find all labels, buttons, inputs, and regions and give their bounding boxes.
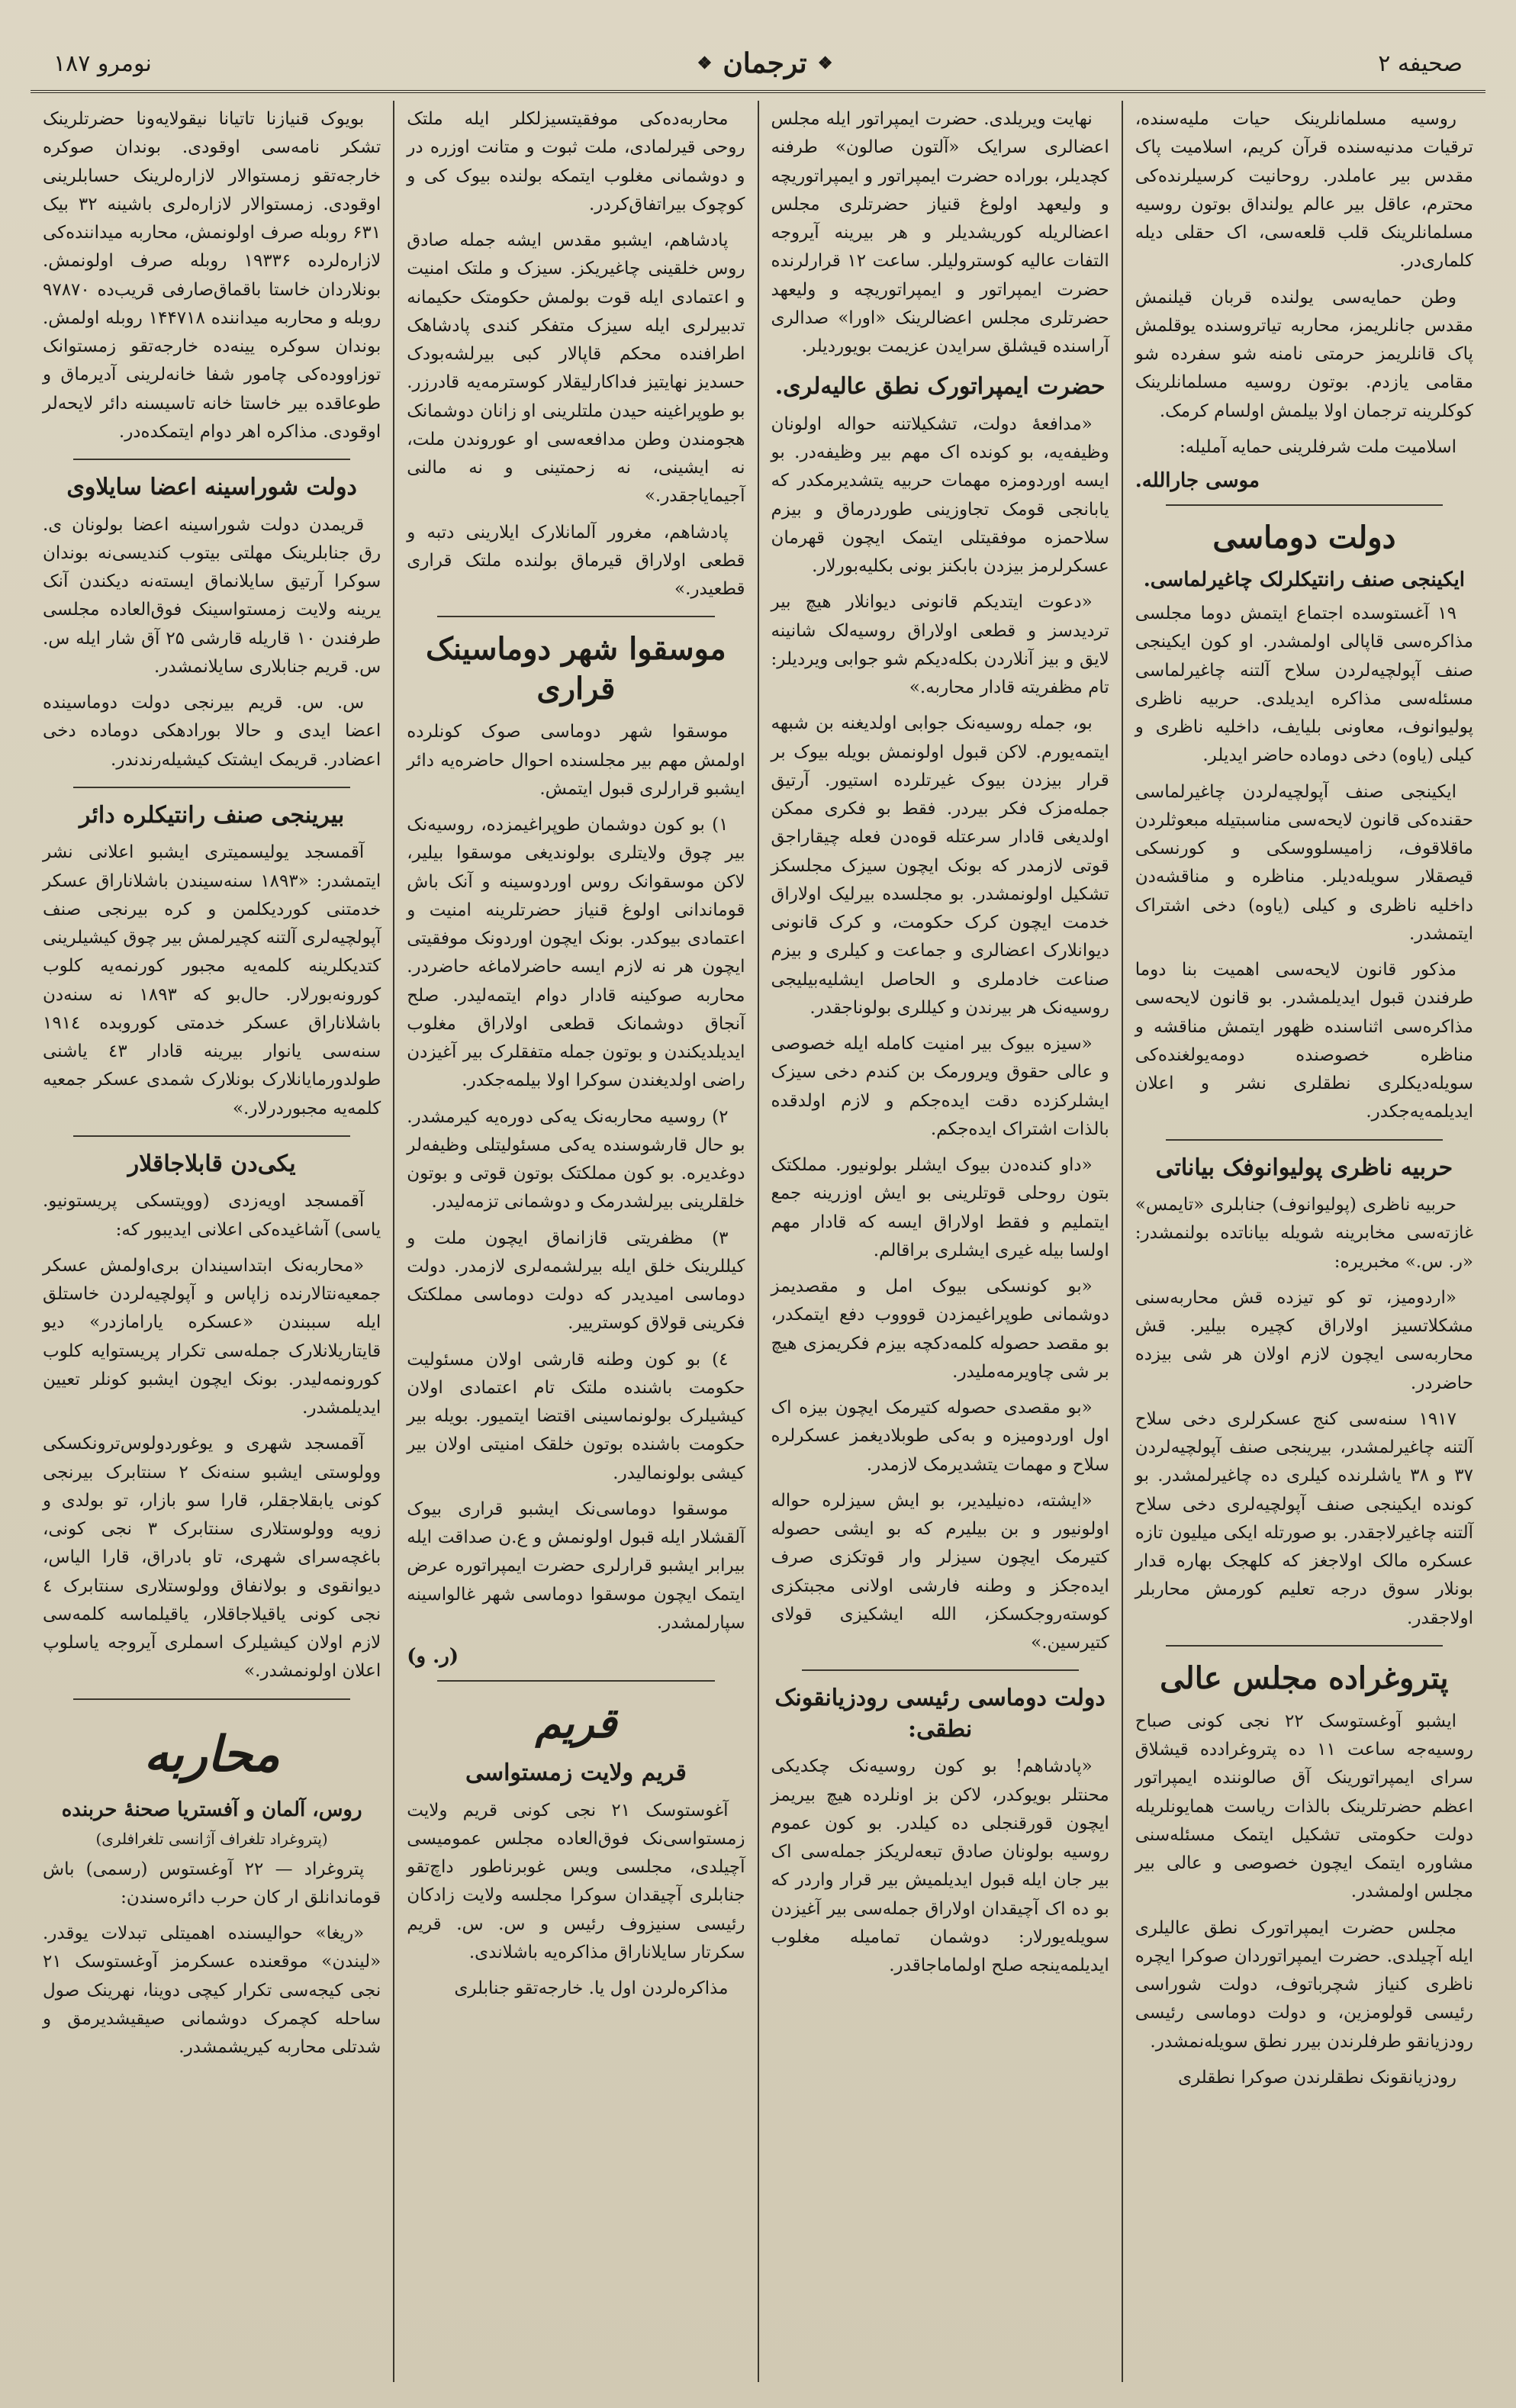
article-text: بو، جمله روسیه‌نک جوابی اولدیغنه بن شبهه ایتمه‌یورم. لاکن قبول اولونمش بویله بیوک بر قرار بیزدن بیوک غیرتلرده استیور. آرتیق جمله‌مزک فکر بیردر. فقط بو فکری ممکن اولدیغی قادار سرعتله قوه‌دن فعله چیقاراجق قوتی لازمدر که بونک ایچون سیزک مجلسکز تشکیل اولونمشدر. بو مجلسده بیرلیک اولاراق خدمت ایچون کرک حکومت، و کرک قانونی دیوانلارک اعضالری و جماعت و کیلری و بیزم صناعت خادملری و الحاصل ایشلیه‌بیلیجی روسیه‌نک هر بیرندن و کیللری بولوناجقدر. xyxy=(771,713,1109,1018)
divider xyxy=(1166,504,1443,506)
article-text: وطن حمایه‌سی یولنده قربان قیلنمش مقدس جانلریمز، محاربه تیاتروسنده یوقلمش پاک قانلریمز حرمتی نامنه شو سفرده شو مقامی یازدم. بوتون روسیه مسلمانلرینک کوکلرینه ترجمان اولا بیلمش اولسام کرمک. xyxy=(1135,287,1473,421)
article-text: ۱) بو کون دوشمان طوپراغیمزده، روسیه‌نک بیر چوق ولایتلری بولوندیغی موسقوا بیلیر، لاکن موسقوانک روس اوردوسینه و آنک باش قوماندانی اولوغ قنیاز حضرتلرینه امنیت و اعتمادی بیوکدر. بونک ایچون اوردونک موفقیتی ایچون هر نه لازم ایسه حاضرلاماغه حاضردر. محاربه صوکینه قادار دوام ایتمه‌لیدر. صلح آنجاق دوشمانک قطعی اولاراق مغلوب ایدیلدیکندن و بوتون جمله متفقلرک بیر آغیزدن راضی اولدیغندن سوکرا اولا بیلمه‌جکدر. xyxy=(407,815,745,1091)
section-heading: قریم ولایت زمستواسی xyxy=(465,1759,687,1786)
divider xyxy=(73,787,350,788)
article-text: ۳) مظفریتی قازانماق ایچون ملت و کیللرینک خلق ایله بیرلشمه‌لری لازمدر. دولت دوماسی امیدیدر که دولت دوماسی مملکتک فکرینی قولاق کوسترییر. xyxy=(407,1228,745,1334)
masthead xyxy=(31,37,1485,93)
issue-number: نومرو ۱۸۷ xyxy=(53,50,152,77)
article-text: بویوک قنیازنا تاتیانا نیقولایه‌ونا حضرتلرینک تشکر نامه‌سی اوقودی. بوندان صوکره خارجه‌تقو زمستوالار لازاره‌لرینک حسابلرینی اوقودی. زمستوالار لازاره‌لری باشینه ۳۲ بیک ۶۳۱ روبله صرف اولونمش، محاربه میداننده‌کی لازاره‌لرده ۱۹۳۳۶ روبله صرف اولونمش. بونلاردان خاستا باقماق‌صارفی قریب‌ده ۹۷۸۷۰ روبله و محاربه میداننده ۱۴۴۷۱۸ روبله اولمش. بوندان سوکره یینه‌ده خارجه‌تقو زمستوانک توزاووده‌کی چامور شفا خانه‌لرینی آدیرماق و طوعاقده بیر خاستا خانه تاسیسنه دائر لایحه‌لر اوقودی. مذاکره اهر دوام ایتمکده‌در. xyxy=(43,109,381,442)
columns xyxy=(31,101,1485,2382)
section-subheading: روس، آلمان و آفستریا صحنهٔ حربنده xyxy=(61,1798,362,1821)
article-text: آقمسجد شهری و یوغوردولوس‌ترونکسکی وولوستی ایشبو سنه‌نک ۲ سنتابرک بیرنجی کونی یابقلاجقلر، قارا سو بازار، تو بولدی و زویه وولوستلاری سنتابرک ۳ نجی کونی، باغچه‌سرای شهری، تاو بادراق، قارا الیاس، دیوانقوی و بولانفاق وولوستلاری سنتابرک ٤ نجی کونی یاقیلاجاقلار، یاقیلماسه کلمه‌سی لازم اولان کیشیلرک اسملری آیروجه یاسلوپ اعلان اولونمشدر.» xyxy=(43,1434,381,1682)
divider xyxy=(437,1680,714,1682)
section-heading: حربیه ناظری پولیوانوفک بیاناتی xyxy=(1155,1154,1453,1181)
source-signature: (ر. و) xyxy=(407,1645,459,1668)
section-heading: دولت شوراسینه اعضا سایلاوی xyxy=(66,474,357,501)
article-text: موسقوا دوماسی‌نک ایشبو قراری بیوک آلقشلار ایله قبول اولونمش و ع.ن صداقت ایله بیرابر ایشبو قرارلری حضرت ایمپراتوره عرض ایتمک ایچون موسقوا دوماسی شهر غالواسینه سپارلمشدر. xyxy=(407,1499,745,1633)
article-text: روسیه مسلمانلرینک حیات ملیه‌سنده، ترقیات مدنیه‌سنده قرآن کریم، اسلامیت پاک مقدس بیر عاملدر. روحانیت کرسیلرنده‌کی محترم، عاقل بیر عالم یولنداق بوتون روسیه مسلمانلرینک قلب قلعه‌سی، اک حقلی دیله کلماری‌در. xyxy=(1135,109,1473,272)
divider xyxy=(73,1135,350,1137)
divider xyxy=(802,1669,1079,1671)
article-text: نهایت ویریلدی. حضرت ایمپراتور ایله مجلس اعضالری سرایک «آلتون صالون» طرفنه کچدیلر، بوراده حضرت ایمپراتور و ایمپراتوریچه و ولیعهد اولوغ قنیاز حضرتلری مجلس اعضالریله کوریشدیلر و هر بیرینه آیروجه التفات عالیه کوسترولیلر. ساعت ۱۲ قرارلرنده حضرت ایمپراتور و ایمپراتوریچه و ولیعهد حضرتلری مجلس اعضالرینک «اورا» صدالری آراسنده قیشلق سرایدن عزیمت بویوردیلر. xyxy=(771,109,1109,356)
article-text: پادشاهم، مغرور آلمانلارک ایلارینی دتبه و قطعی اولاراق قیرماق بولنده ملتک قراری قطعیدر.» xyxy=(407,522,745,599)
section-title: قریم xyxy=(535,1698,617,1747)
article-text: «داو کنده‌دن بیوک ایشلر بولونیور. مملکتک بتون روحلی قوتلرینی بو ایش اوزرینه جمع ایتملیم و فقط اولاراق ایسه که قادار مهم اولسا بیله غیری ایشلری براقالم. xyxy=(771,1155,1109,1260)
article-text: «پادشاهم! بو کون روسیه‌نک چکدیکی محنتلر بویوکدر، لاکن بز اونلرده هیچ بیریمز ایچون قورقنجلی ده کیلدر. بو کون عموم روسیه بولونان صادق تبعه‌لریکز جمله‌سی اک بیر جان ایله قبول ایدیلمیش بیر قرار واردر که بو ده اک آچیقدان اولاراق جمله‌سی بیر آغیزدن سویله‌یورلار: دوشمان تمامیله مغلوب ایدیلمه‌ینجه صلح اولماماجاقدر. xyxy=(771,1756,1109,1975)
ornament-icon: ❖ xyxy=(817,53,833,73)
section-heading: موسقوا شهر دوماسینک قراری xyxy=(426,631,726,707)
article-text: «بو کونسکی بیوک امل و مقصدیمز دوشمانی طوپراغیمزدن قوووب دفع ایتمکدر، بو مقصد حصوله کلمه‌دکچه بیزم فکریمزی هیچ بر شی چاویرمه‌ملیدر. xyxy=(771,1276,1109,1382)
section-heading: حضرت ایمپراتورک نطق عالیه‌لری. xyxy=(774,373,1106,401)
section-heading: یکی‌دن قابلاجاقلار xyxy=(127,1150,296,1177)
section-heading: دولت دوماسی رئیسی رودزیانقونک نطقی: xyxy=(774,1685,1106,1743)
newspaper-title: ترجمان xyxy=(723,47,807,79)
article-text: مذاکره‌لردن اول یا. خارجه‌تقو جنابلری xyxy=(454,1978,729,1998)
column-3 xyxy=(393,101,757,2382)
page-number: صحیفه ۲ xyxy=(1378,50,1463,77)
article-text: محاربه‌ده‌کی موفقیتسیزلکلر ایله ملتک روحی قیرلمادی، ملت ثبوت و متانت اوزره در و دوشمانی مغلوب ایتمکه بولنده بیوک کی و کوچوک بیراتفاق‌کردر. xyxy=(407,109,745,214)
section-heading: بیرینجی صنف رانتیکلره دائر xyxy=(79,801,345,829)
article-text: «دعوت ایتدیکم قانونی دیوانلار هیچ بیر تردیدسز و قطعی اولاراق روسیه‌لک شانینه لایق و بیز آنلاردن بکله‌دیکم شو جوابی ویردیلر: تام مظفریته قادار محاربه.» xyxy=(771,592,1109,697)
source-note: (پتروغراد تلغراف آژانسی تلغرافلری) xyxy=(95,1829,328,1848)
article-text: قریمدن دولت شوراسینه اعضا بولونان ی. رق جنابلرینک مهلتی بیتوب کندیسی‌نه بوندان سوکرا آرتیق سایلانماق ایسته‌نه دیکندن آنک یرینه ولایت زمستواسینک فوق‌العاده مجلسی طرفندن ۱۰ قاریله قارشی ۲۵ آق شار ایله س. س. قریم جنابلاری سایلانمشدر. xyxy=(43,514,381,677)
article-text: ۲) روسیه محاربه‌نک یه‌کی دوره‌یه کیرمشدر. بو حال قارشوسنده یه‌کی مسئولیتلی وظیفه‌لر دوغدیره. بو کون مملکتک بوتون قوتی و بوتون خلقلرینی بیرلشدرمک و دوشمانی تزمه‌لیدر. xyxy=(407,1106,745,1212)
divider xyxy=(73,459,350,460)
divider xyxy=(73,1698,350,1700)
article-text: رودزیانقونک نطقلرندن صوکرا نطقلری xyxy=(1177,2067,1456,2088)
article-text: ۱۹۱۷ سنه‌سی کنج عسکرلری دخی سلاح آلتنه چاغیرلمشدر، بیرینجی صنف آپولچیه‌لردن ۳۷ و ۳۸ یاشلرنده کیلری ده چاغیرلمشدر. بو کونده ایکینجی صنف آپولچیه‌لری دخی سلاح آلتنه چاغیرلاجقدر. بو صورتله ایکی میلیون تازه عسکره مالک اولاجغز که کلهجک بهاره قدار بونلار سوق درجه تعلیم کورمش محاربلر اولاجقدر. xyxy=(1135,1408,1473,1628)
section-subheading: ایکینجی صنف رانتیکلرلک چاغیرلماسی. xyxy=(1143,568,1466,591)
article-text: ۱۹ آغستوسده اجتماع ایتمش دوما مجلسی مذاکره‌سی قاپالی اولمشدر. او کون ایکینجی صنف آپولچیه‌لردن سلاح آلتنه چاغیرلماسی مسئله‌سی مذاکره ایدیلدی. حربیه ناظری پولیوانوف، معاونی بلیایف، داخلیه ناظری و کیلی (یاوه) دخی دوماده حاضر ایدیلر. xyxy=(1135,604,1473,766)
newspaper-title-block xyxy=(697,47,833,79)
divider xyxy=(1166,1645,1443,1647)
article-text: پادشاهم، ایشبو مقدس ایشه جمله صادق روس خلقینی چاغیریکز. سیزک و ملتک امنیت و اعتمادی ایله قوت بولمش حکومتک حکیمانه تدبیرلری ایله سیزک متفکر کندی پادشاهک اطرافنده محکم قاپالار کبی بیرلشه‌بودک حسدیز نهایتیز فداکارلیقلار کوسترمه‌یه قادرزر. بو طوپراغینه حیدن ملتلرینی او زانان دوشمانک هجومندن وطن مدافعه‌سی او عوروندن ملت، نه ایشینی، نه زحمتینی و نه مالنی آجیمایاجقدر.» xyxy=(407,230,745,507)
column-1 xyxy=(1122,101,1485,2382)
article-text: «ایشته، ده‌نیلیدیر، بو ایش سیزلره حواله اولونیور و بن بیلیرم که بو ایشی حصوله کتیرمک ایچون سیزلر وار قوتکزی صرف ایده‌جکز و وطنه فارشی اولانی مجبتکزی کوسته‌روجکسکز، الله ایشکیزی قولای کتیرسین.» xyxy=(771,1490,1109,1653)
article-text: مذکور قانون لایحه‌سی اهمیت بنا دوما طرفندن قبول ایدیلمشدر. بو قانون لایحه‌سی مذاکره‌سی اثناسنده ظهور ایتمش مناقشه و مناظره خصوصنده دومه‌یولغنده‌کی سویله‌دیکلری نطقلری نشر و اعلان ایدیلمه‌یه‌جکدر. xyxy=(1135,960,1473,1122)
article-text: ٤) بو کون وطنه قارشی اولان مسئولیت حکومت باشنده ملتک تام اعتمادی اولان کیشیلرک بولونماسینی اقتضا ایتمیور. بویله بیر حکومت باشنده بوتون خلقک امنیتی اولان بیر کیشی بولونمالیدر. xyxy=(407,1349,745,1483)
article-text: «مدافعهٔ دولت، تشکیلاتنه حواله اولونان وظیفه‌یه، بو کونده اک مهم بیر وظیفه‌در. بو ایسه اوردومزه مهمات حربیه یتشدیرمکدر که یابانجی قومک تجاوزینی طوردرماق و بیزم سلاحمزه موفقیتلی ایتمک ایچون قهرمان عسکرلرمز بیزدن بابکنز بونی بکلیه‌بورلار. xyxy=(771,414,1109,576)
section-heading: پتروغراده مجلس عالی xyxy=(1160,1660,1449,1696)
article-text: «سیزه بیوک بیر امنیت کامله ایله خصوصی و عالی حقوق ویرورمک بن کندم دخی سیزک ایشلرکزده دقت ایده‌جکم و لازم اولدقده بالذات اشتراک ایده‌جکم. xyxy=(771,1034,1109,1139)
divider xyxy=(437,616,714,617)
section-heading: دولت دوماسی xyxy=(1212,520,1396,555)
article-text: آقمسجد اویه‌زدی (وویتسکی پریستونیو. یاسی) آشاغیده‌کی اعلانی ایدیبور که: xyxy=(43,1191,381,1240)
article-text: آقمسجد یولیسمیتری ایشبو اعلانی نشر ایتمشدر: «۱۸۹۳ سنه‌سیندن باشلاناراق عسکر خدمتنی کوردیکلمن و کره بیرنجی صنف آپولچیه‌لری آلتنه کچیرلمش بیر چوق کیشیلرینی کتدیکلرینه کلمه‌یه مجبور کورنمه‌یه کلوب کورونه‌بورلار. حال‌بو که ۱۸۹۳ نه سنه‌دن باشلاناراق عسکر خدمتی کوروبده ۱۹۱٤ سنه‌سی یانوار بیرینه قادار ٤۳ یاشنی طولدورمایانلارک بونلارک شمدی عسکر جمعیه کلمه‌یه مجبوردرلار.» xyxy=(43,842,381,1119)
author-signature: موسی جارالله. xyxy=(1135,469,1260,492)
article-text: پتروغراد — ۲۲ آوغستوس (رسمی) باش قوماندانلق ار کان حرب دائره‌سندن: xyxy=(43,1859,381,1907)
article-text: «اردومیز، تو کو تیزده قش محاربه‌سنی مشکلاتسیز اولاراق کچیره بیلیر. قش محاربه‌سی ایچون لازم اولان هر شی بیزده حاضردر. xyxy=(1135,1287,1473,1393)
article-text: اسلامیت ملت شرفلرینی حمایه آملیله: xyxy=(1180,436,1456,457)
article-text: آغوستوسک ۲۱ نجی کونی قریم ولایت زمستواسی‌نک فوق‌العاده مجلس عمومیسی آچیلدی، مجلسی ویس غوبرناطور داچ‌تقو جنابلری آچیقدان سوکرا مجلسه ولایت زادکان رئیسی سنیزوف رئیس و س. س. قریم سکرتار سایلاناراق مذاکره‌یه باشلاندی. xyxy=(407,1800,745,1962)
article-text: ایکینجی صنف آپولچیه‌لردن چاغیرلماسی حقنده‌کی قانون لایحه‌سی مناسبتیله مبعوثلردن ماقلاقوف، زامیسلووسکی و کورنسکی قیصقلار سویله‌دیلر. مناظره و مناقشه‌دن داخلیه ناظری و کیلی (یاوه) دخی اشتراک ایتمشدر. xyxy=(1135,781,1473,944)
article-text: مجلس حضرت ایمپراتورک نطق عالیلری ایله آچیلدی. حضرت ایمپراتوردان صوکرا ایچره ناظری کنیاز شچرباتوف، دولت شوراسی رئیسی قولومزین، و دولت دوماسی رئیسی رودزیانقو طرفلرندن بیرر نطق سویله‌نمشدر. xyxy=(1135,1917,1473,2052)
column-4 xyxy=(31,101,393,2382)
article-text: س. س. قریم بیرنجی دولت دوماسینده اعضا ایدی و حالا بورادهکی دوماده دخی اعضادر. قریمک ایشتک کیشیله‌رندندر. xyxy=(43,693,381,770)
article-text: ایشبو آوغستوسک ۲۲ نجی کونی صباح روسیه‌جه ساعت ۱۱ ده پتروغرادده قیشلاق سرای ایمپراتورینک آق صالوننده ایمپراتور اعظم حضرتلرینک بالذات ریاست همایونلریله دولت حکومتی تشکیل ایتمک مسئله‌سنی مشاوره ایتمک ایچون خصوصی و عالی بیر مجلس اولمشدر. xyxy=(1135,1711,1473,1902)
ornament-icon: ❖ xyxy=(697,53,713,73)
article-text: حربیه ناظری (پولیوانوف) جنابلری «تایمس» غازته‌سی مخابرینه شویله بیاناتده بولنمشدر: «ر. س.» مخبریره: xyxy=(1135,1195,1473,1272)
article-text: «ریغا» حوالیسنده اهمیتلی تبدلات یوقدر. «لیندن» موقعنده عسکرمز آوغستوسک ۲۱ نجی کیجه‌سی تکرار کیچی دوینا، نهرینک صول ساحله کچمرک دوشمانی صیقیشدیرمق و شدتلی محاربه کیریشمشدر. xyxy=(43,1924,381,2058)
article-text: «بو مقصدی حصوله کتیرمک ایچون بیزه اک اول اوردومیزه و به‌کی طوبلادیغمز عسکرلره سلاح و مهمات یتشدیرمک لازمدر. xyxy=(771,1398,1109,1475)
article-text: «محاربه‌نک ابتداسیندان بری‌اولمش عسکر جمعیه‌نتالارنده زاپاس و آپولچیه‌لردن خاستلق ایله سببندن «عسکره یارامازدر» دیو قایتاریلانلارک جمله‌سی تکرار پریستوایه کلوب کورونمه‌لیدر. بونک ایچون ایشبو کونلر تعیین ایدیلمشدر. xyxy=(43,1255,381,1418)
article-text: موسقوا شهر دوماسی صوک کونلرده اولمش مهم بیر مجلسنده احوال حاضره‌یه دائر ایشبو قرارلری قبول ایتمش. xyxy=(407,722,745,799)
column-2 xyxy=(758,101,1122,2382)
section-title: محاربه xyxy=(143,1725,280,1783)
divider xyxy=(1166,1139,1443,1141)
